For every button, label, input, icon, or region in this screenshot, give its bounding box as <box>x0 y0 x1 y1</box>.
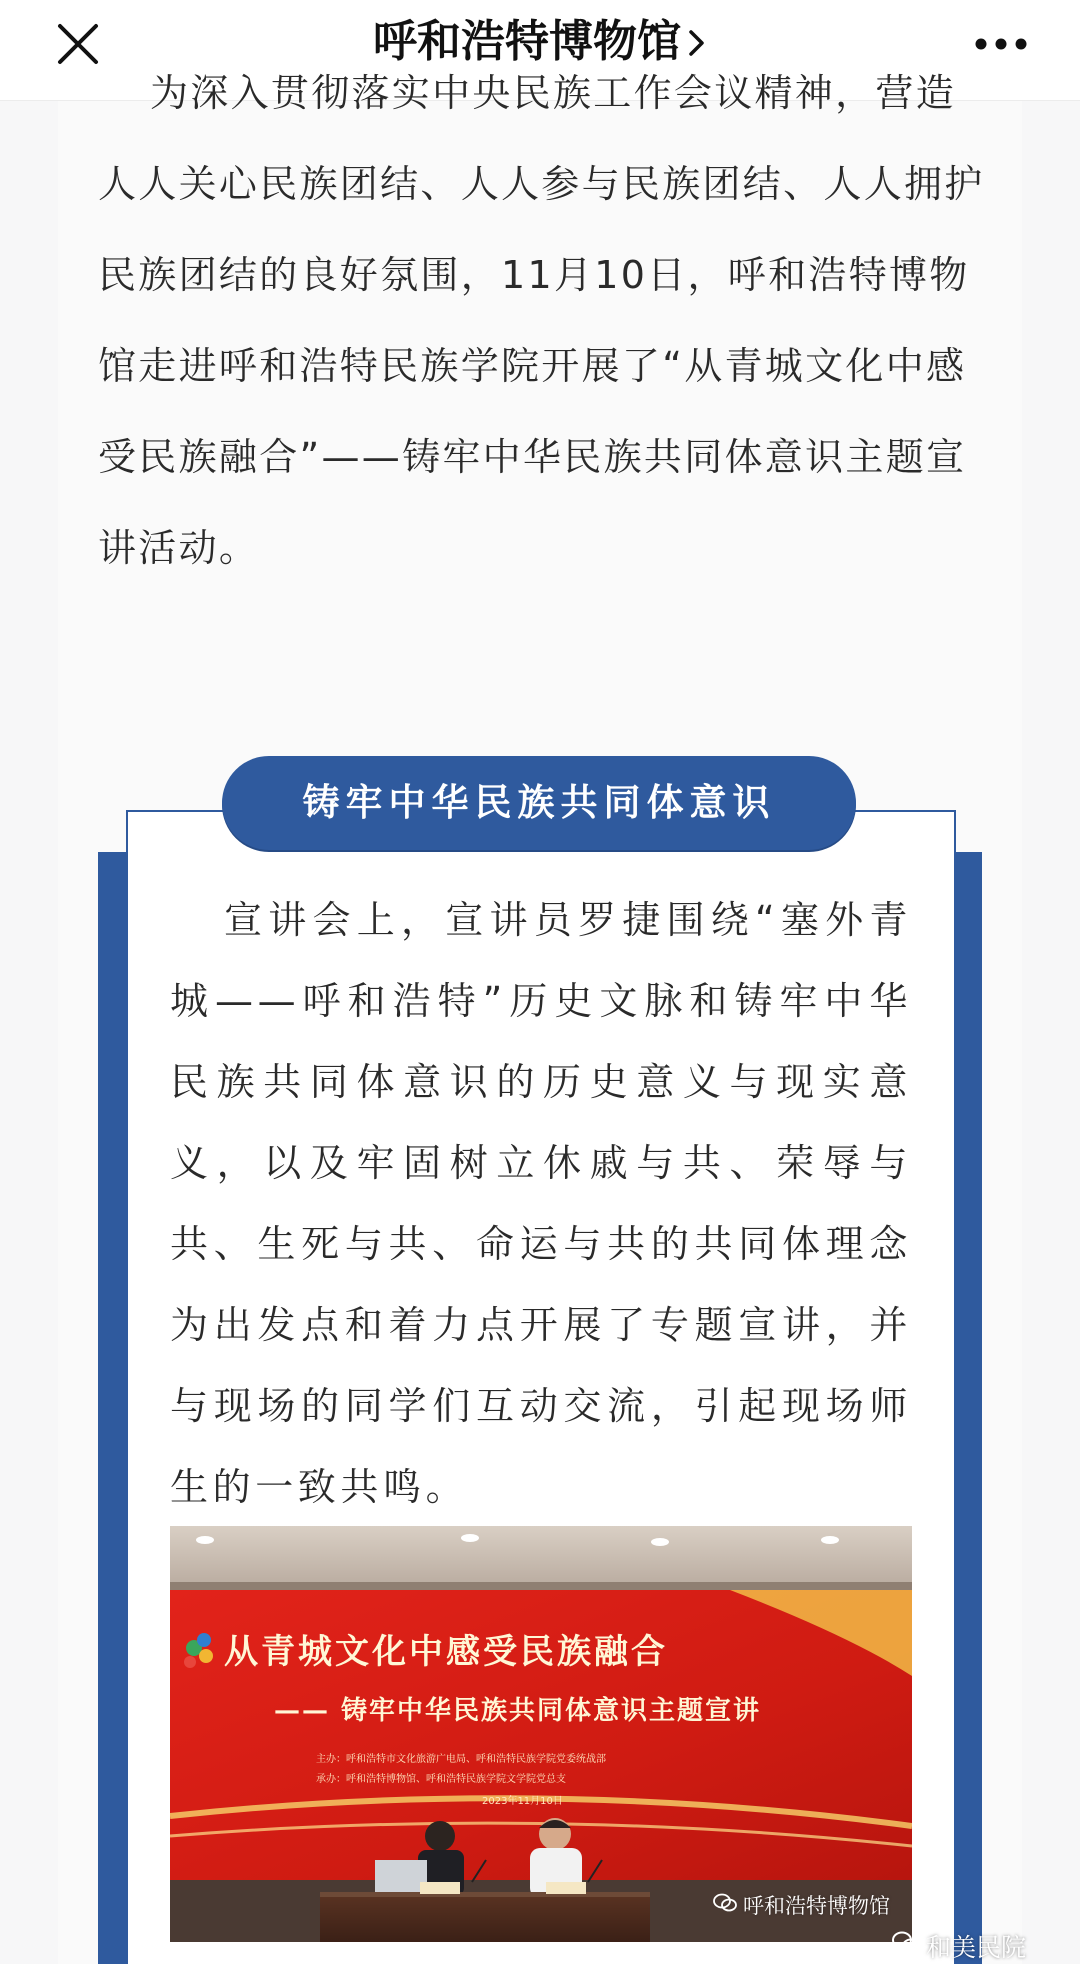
banner-date: 2023年11月10日 <box>482 1796 563 1807</box>
event-photo-scene <box>170 1526 912 1942</box>
section-paragraph: 宣讲会上，宣讲员罗捷围绕“塞外青城——呼和浩特”历史文脉和铸牢中华民族共同体意识的历史意义与现实意义，以及牢固树立休戚与共、荣辱与共、生死与共、命运与共的共同体理念为出发点和着力点开展了专题宣讲，并与现场的同学们互动交流，引起现场师生的一致共鸣。 <box>170 898 912 1509</box>
overlay-watermark-label: 和美民院 <box>926 1933 1027 1962</box>
photo-watermark-label: 呼和浩特博物馆 <box>743 1894 890 1918</box>
page-title: 呼和浩特博物馆 <box>373 16 681 67</box>
overlay-watermark <box>892 1928 1026 1964</box>
wechat-icon <box>713 1893 737 1918</box>
banner-organizer-line: 承办：呼和浩特博物馆、呼和浩特民族学院文学院党总支 <box>316 1774 566 1785</box>
banner-title: 从青城文化中感受民族融合 <box>224 1632 668 1672</box>
wechat-icon <box>892 1931 920 1961</box>
intro-paragraph: 为深入贯彻落实中央民族工作会议精神，营造人人关心民族团结、人人参与民族团结、人人拥护民族团结的良好氛围，11月10日，呼和浩特博物馆走进呼和浩特民族学院开展了“从青城文化中感受民族融合”——铸牢中华民族共同体意识主题宣讲活动。 <box>98 71 985 570</box>
banner-subtitle: —— 铸牢中华民族共同体意识主题宣讲 <box>274 1696 762 1726</box>
banner-host-line: 主办：呼和浩特市文化旅游广电局、呼和浩特民族学院党委统战部 <box>316 1754 606 1765</box>
event-photo[interactable] <box>170 1526 912 1942</box>
photo-watermark <box>713 1890 890 1920</box>
section-heading: 铸牢中华民族共同体意识 <box>222 756 856 850</box>
